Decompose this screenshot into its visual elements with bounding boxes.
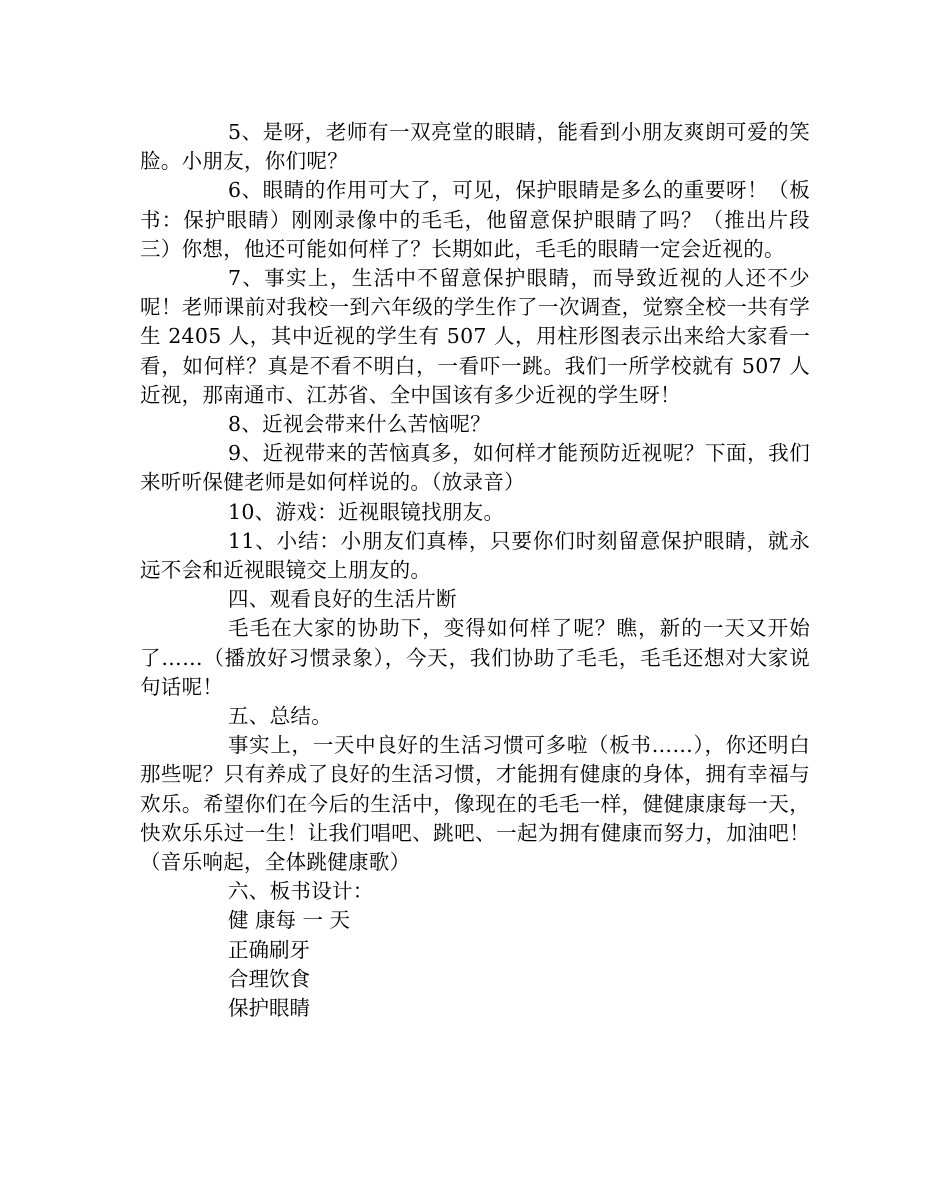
paragraph-7: 7、事实上，生活中不留意保护眼睛，而导致近视的人还不少呢！老师课前对我校一到六年级的学生作了一次调查，觉察全校一共有学生 2405 人，其中近视的学生有 507 人，用柱形图表示出来给大家看一看，如何样？真是不看不明白，一看吓一跳。我们一所学校就有 507 人近视，那南通市、江苏省、全中国该有多少近视的学生呀！ <box>140 266 810 407</box>
paragraph-summary-body: 事实上，一天中良好的生活习惯可多啦（板书……），你还明白那些呢？只有养成了良好的生活习惯，才能拥有健康的身体，拥有幸福与欢乐。希望你们在今后的生活中，像现在的毛毛一样，健健康康每一天，快欢乐乐过一生！让我们唱吧、跳吧、一起为拥有健康而努力，加油吧！（音乐响起，全体跳健康歌） <box>140 733 810 875</box>
board-design-item: 合理饮食 <box>228 966 310 991</box>
paragraph-8: 8、近视会带来什么苦恼呢？ <box>228 412 491 437</box>
section-heading-4: 四、观看良好的生活片断 <box>228 587 457 612</box>
board-design-item: 正确刷牙 <box>228 937 310 962</box>
board-design-item: 保护眼睛 <box>228 996 310 1021</box>
paragraph-11: 11、小结：小朋友们真棒，只要你们时刻留意保护眼睛，就永远不会和近视眼镜交上朋友的。 <box>140 528 810 583</box>
paragraph-9: 9、近视带来的苦恼真多，如何样才能预防近视呢？下面，我们来听听保健老师是如何样说的。（放录音） <box>140 441 810 495</box>
paragraph-10: 10、游戏：近视眼镜找朋友。 <box>228 499 505 524</box>
paragraph-section-4-body: 毛毛在大家的协助下，变得如何样了呢？瞧，新的一天又开始了……（播放好习惯录象），今天，我们协助了毛毛，毛毛还想对大家说句话呢！ <box>140 616 810 699</box>
section-heading-5: 五、总结。 <box>228 704 332 729</box>
section-heading-6: 六、板书设计： <box>228 879 374 904</box>
document-page <box>140 118 810 1023</box>
paragraph-5: 5、是呀，老师有一双亮堂的眼睛，能看到小朋友爽朗可爱的笑脸。小朋友，你们呢？ <box>140 120 810 174</box>
board-design-title: 健 康每 一 天 <box>228 908 351 933</box>
paragraph-6: 6、眼睛的作用可大了，可见，保护眼睛是多么的重要呀！（板书：保护眼睛）刚刚录像中的毛毛，他留意保护眼睛了吗？（推出片段三）你想，他还可能如何样了？长期如此，毛毛的眼睛一定会近视的。 <box>140 178 810 261</box>
board-design <box>140 906 810 1023</box>
